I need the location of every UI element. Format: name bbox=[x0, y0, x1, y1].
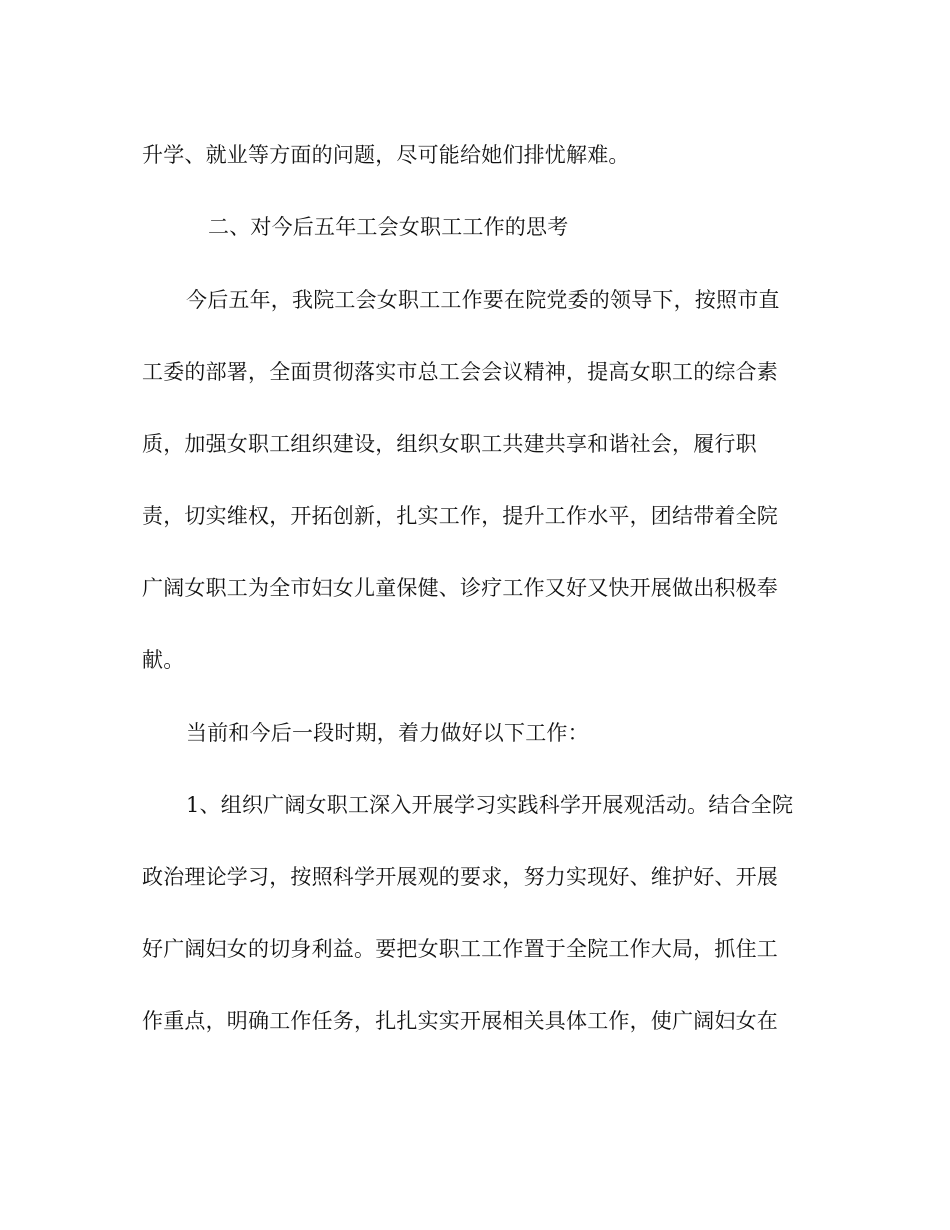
paragraph-line: 质，加强女职工组织建设，组织女职工共建共享和谐社会，履行职 bbox=[142, 432, 757, 456]
paragraph-line: 作重点，明确工作任务，扎扎实实开展相关具体工作，使广阔妇女在 bbox=[142, 1009, 778, 1033]
paragraph-line: 好广阔妇女的切身利益。要把女职工工作置于全院工作大局，抓住工 bbox=[142, 937, 778, 961]
paragraph-line: 广阔女职工为全市妇女儿童保健、诊疗工作又好又快开展做出积极奉 bbox=[142, 576, 778, 600]
paragraph-line: 工委的部署，全面贯彻落实市总工会会议精神，提高女职工的综合素 bbox=[142, 360, 778, 384]
section-heading: 二、对今后五年工会女职工工作的思考 bbox=[208, 215, 569, 239]
paragraph-line: 献。 bbox=[142, 648, 185, 672]
paragraph-line: 当前和今后一段时期，着力做好以下工作： bbox=[186, 721, 589, 745]
paragraph-line: 政治理论学习，按照科学开展观的要求，努力实现好、维护好、开展 bbox=[142, 865, 778, 889]
paragraph-line: 升学、就业等方面的问题，尽可能给她们排忧解难。 bbox=[142, 143, 630, 167]
paragraph-line: 责，切实维权，开拓创新，扎实工作，提升工作水平，团结带着全院 bbox=[142, 504, 778, 528]
paragraph-line: 1、组织广阔女职工深入开展学习实践科学开展观活动。结合全院 bbox=[186, 793, 794, 817]
paragraph-line: 今后五年，我院工会女职工工作要在院党委的领导下，按照市直 bbox=[186, 288, 780, 312]
